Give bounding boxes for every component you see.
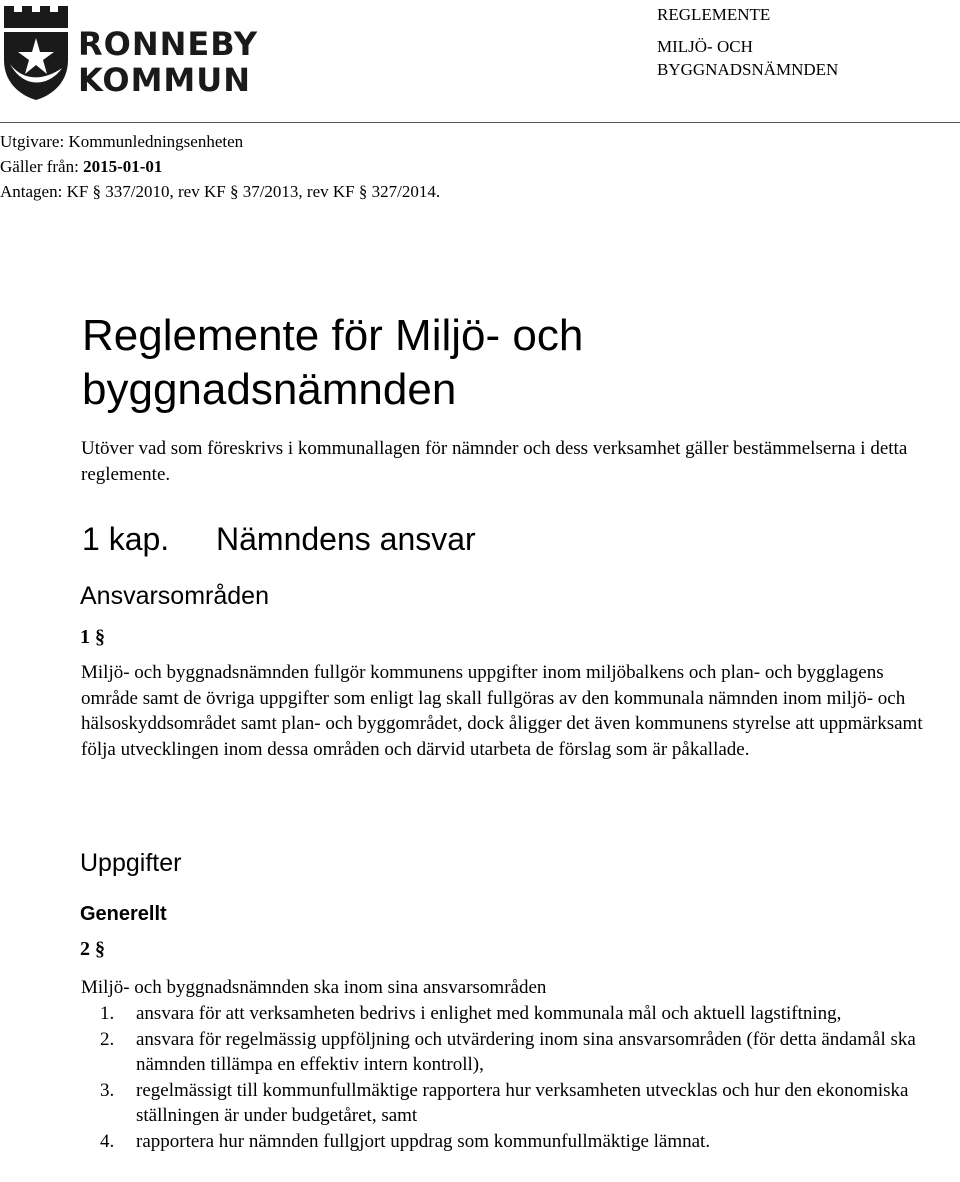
list-item-text: ansvara för regelmässig uppföljning och utvärdering inom sina ansvarsområden (för detta ändamål ska nämnden tillämpa en effektiv intern kontroll), — [136, 1028, 916, 1076]
document-title-line2: byggnadsnämnden — [82, 365, 457, 414]
list-item-text: ansvara för att verksamheten bedrivs i enlighet med kommunala mål och aktuell lagstiftning, — [136, 1003, 842, 1024]
list-item — [80, 1027, 950, 1078]
list-item-text: rapportera hur nämnden fullgjort uppdrag som kommunfullmäktige lämnat. — [136, 1130, 711, 1152]
section-heading-ansvarsomraden: Ansvarsområden — [80, 582, 269, 610]
section2-lead: Miljö- och byggnadsnämnden ska inom sina ansvarsområden — [81, 977, 547, 998]
valid-from-line — [0, 158, 162, 175]
header-divider — [0, 122, 960, 123]
list-item-number: 3. — [100, 1079, 115, 1101]
subheading-generellt: Generellt — [80, 903, 167, 925]
publisher-label: Utgivare: — [0, 132, 65, 151]
document-title-line1: Reglemente för Miljö- och — [82, 311, 584, 360]
valid-from-date: 2015-01-01 — [83, 157, 163, 176]
list-item-number: 2. — [100, 1028, 115, 1050]
paragraph-number-1: 1 § — [80, 626, 105, 648]
intro-paragraph: Utöver vad som föreskrivs i kommunallagen för nämnder och dess verksamhet gäller bestämmelserna i detta reglemente. — [81, 438, 908, 485]
list-item-number: 1. — [100, 1003, 115, 1024]
coat-of-arms-icon — [2, 2, 72, 102]
list-item — [80, 1001, 950, 1027]
list-item-number: 4. — [100, 1130, 115, 1152]
list-item-text: regelmässigt till kommunfullmäktige rapportera hur verksamheten utvecklas och hur den ekonomiska ställningen är under budgetåret, samt — [136, 1079, 909, 1127]
board-name-line2: BYGGNADSNÄMNDEN — [657, 60, 839, 79]
chapter-number: 1 kap. — [82, 521, 170, 557]
logo-text-line2: KOMMUN — [78, 61, 252, 99]
municipality-logo — [0, 0, 270, 104]
board-name-line1: MILJÖ- OCH — [657, 37, 753, 56]
publisher-line — [0, 133, 243, 150]
valid-from-label: Gäller från: — [0, 157, 79, 176]
section-heading-uppgifter: Uppgifter — [80, 849, 182, 877]
logo-text-line1: RONNEBY — [78, 25, 259, 63]
chapter-heading — [82, 523, 476, 555]
publisher-value: Kommunledningsenheten — [68, 132, 244, 151]
paragraph-number-2: 2 § — [80, 938, 105, 960]
list-item — [80, 1129, 950, 1155]
section1-paragraph: Miljö- och byggnadsnämnden fullgör kommunens uppgifter inom miljöbalkens och plan- och bygglagens område samt de övriga uppgifter som enligt lag skall fullgöras av den kommunala nämnden inom miljö- och hälsoskyddsområdet samt plan- och byggområdet, dock åligger det även kommunens styrelse att uppmärksamt följa utvecklingen inom dessa områden och därvid utarbeta de förslag som är påkallade. — [81, 662, 923, 760]
duties-list — [80, 1001, 950, 1155]
chapter-title: Nämndens ansvar — [216, 521, 476, 557]
doc-type-label: REGLEMENTE — [657, 5, 771, 24]
adopted-line: Antagen: KF § 337/2010, rev KF § 37/2013, rev KF § 327/2014. — [0, 182, 441, 201]
list-item — [80, 1078, 950, 1129]
